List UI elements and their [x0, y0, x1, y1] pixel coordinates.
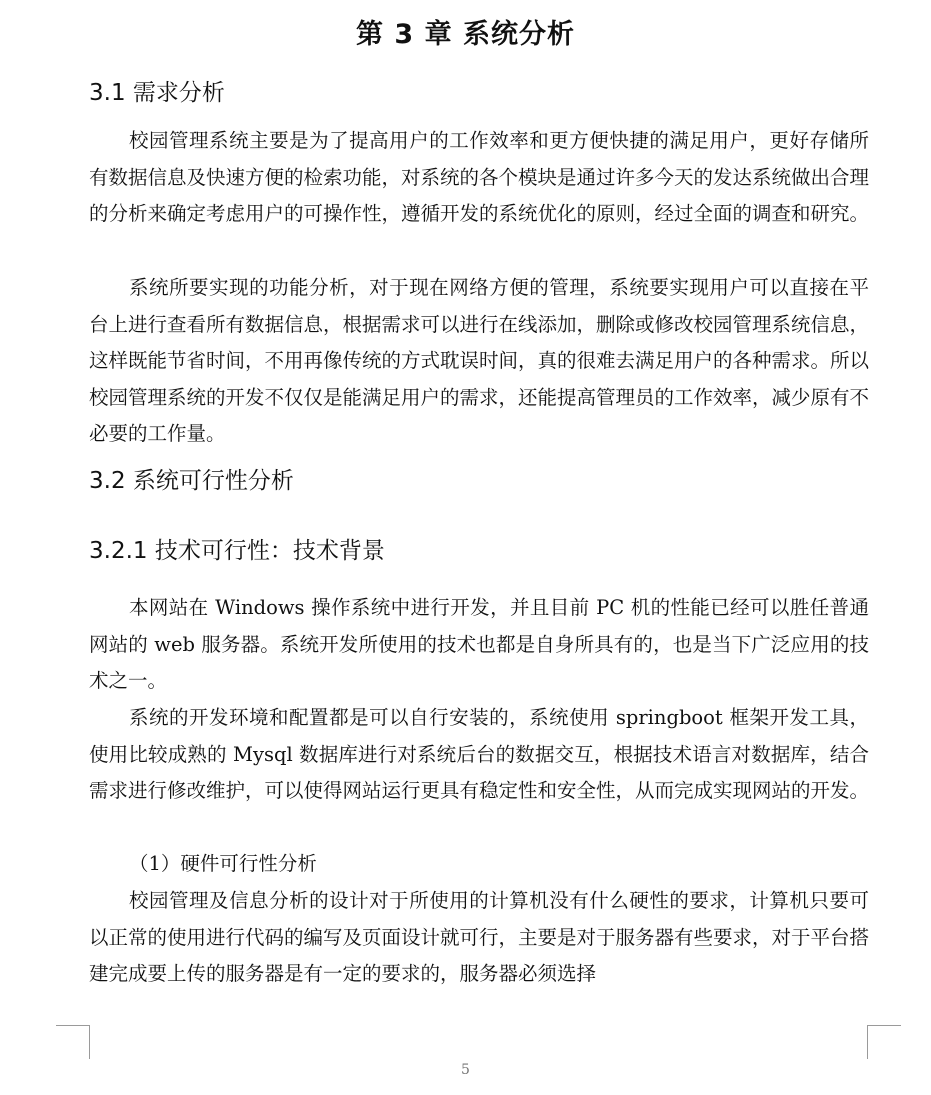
margin-corner-mark-left [56, 1025, 90, 1059]
section-heading-3-2-1: 3.2.1 技术可行性：技术背景 [89, 538, 385, 564]
paragraph-requirements-1: 校园管理系统主要是为了提高用户的工作效率和更方便快捷的满足用户，更好存储所有数据信息及快速方便的检索功能，对系统的各个模块是通过许多今天的发达系统做出合理的分析来确定考虑用户的可操作性，遵循开发的系统优化的原则，经过全面的调查和研究。 [89, 129, 870, 225]
chapter-title: 第 3 章 系统分析 [356, 19, 575, 50]
sub-heading-hardware-feasibility: （1）硬件可行性分析 [129, 852, 317, 875]
paragraph-tech-background-1: 本网站在 Windows 操作系统中进行开发，并且目前 PC 机的性能已经可以胜任普通网站的 web 服务器。系统开发所使用的技术也都是自身所具有的，也是当下广泛应用的技术之一。 [89, 596, 869, 692]
page-number: 5 [461, 1062, 470, 1078]
section-heading-3-1: 3.1 需求分析 [89, 80, 225, 106]
paragraph-tech-background-2: 系统的开发环境和配置都是可以自行安装的，系统使用 springboot 框架开发工具，使用比较成熟的 Mysql 数据库进行对系统后台的数据交互，根据技术语言对数据库，结合需求进行修改维护，可以使得网站运行更具有稳定性和安全性，从而完成实现网站的开发。 [89, 706, 870, 802]
paragraph-requirements-2: 系统所要实现的功能分析，对于现在网络方便的管理，系统要实现用户可以直接在平台上进行查看所有数据信息，根据需求可以进行在线添加，删除或修改校园管理系统信息，这样既能节省时间，不用再像传统的方式耽误时间，真的很难去满足用户的各种需求。所以校园管理系统的开发不仅仅是能满足用户的需求，还能提高管理员的工作效率，减少原有不必要的工作量。 [89, 276, 870, 445]
margin-corner-mark-right [867, 1025, 901, 1059]
paragraph-hardware-feasibility: 校园管理及信息分析的设计对于所使用的计算机没有什么硬性的要求，计算机只要可以正常的使用进行代码的编写及页面设计就可行，主要是对于服务器有些要求，对于平台搭建完成要上传的服务器是有一定的要求的，服务器必须选择 [89, 889, 870, 985]
section-heading-3-2: 3.2 系统可行性分析 [89, 468, 294, 494]
